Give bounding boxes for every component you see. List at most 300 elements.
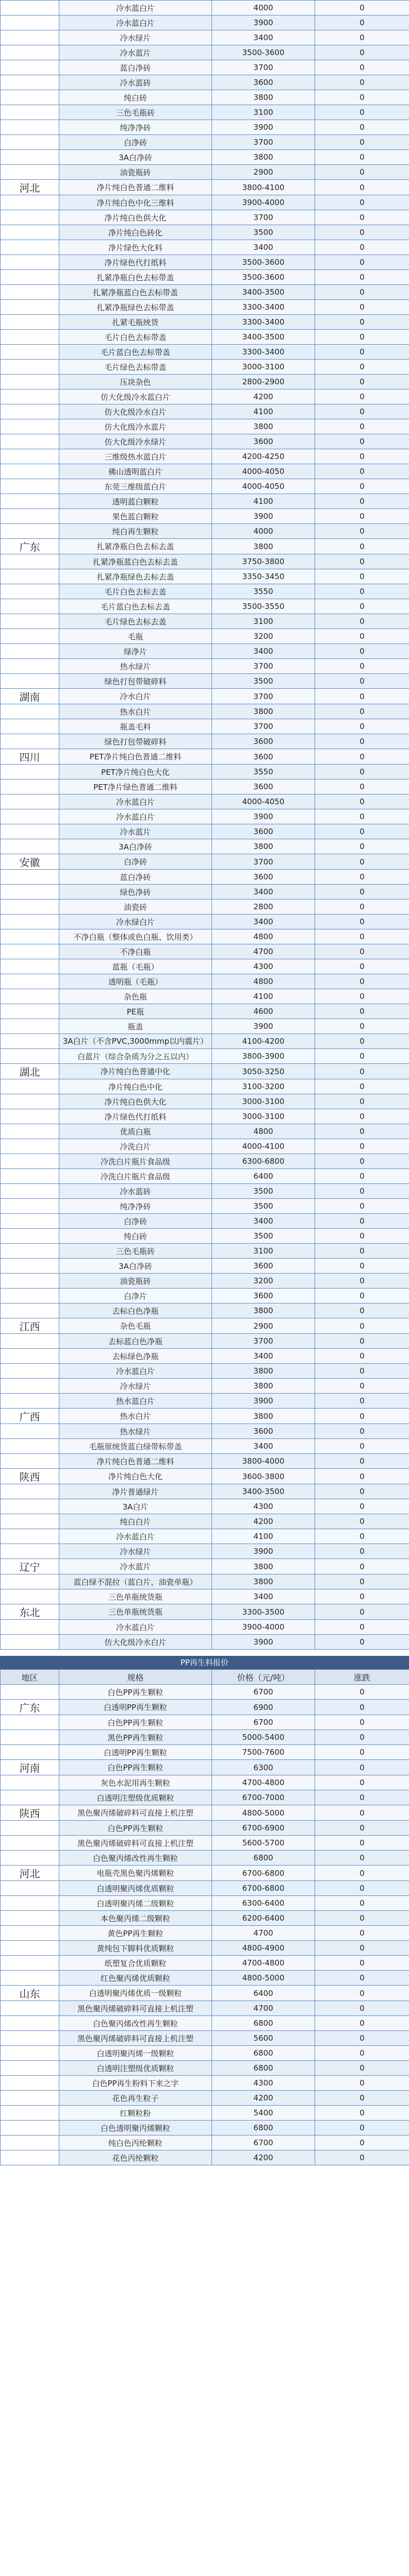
cell-spec: 白透明PP再生颗粒	[59, 1745, 212, 1760]
cell-price: 6700	[212, 2136, 315, 2150]
cell-change: 0	[315, 449, 409, 464]
cell-variety: 纯白白片	[59, 1514, 212, 1529]
cell-region: 安徽	[1, 854, 59, 870]
cell-change: 0	[315, 15, 409, 30]
table-row	[1, 524, 409, 539]
cell-variety: 净片纯白色中化	[59, 1079, 212, 1094]
table-row	[1, 120, 409, 135]
cell-region	[1, 2150, 59, 2165]
cell-change: 0	[315, 330, 409, 345]
table-row	[1, 659, 409, 674]
cell-price: 3600	[212, 1259, 315, 1274]
cell-region	[1, 1896, 59, 1911]
table-row	[1, 2091, 409, 2106]
table-row	[1, 599, 409, 614]
cell-price: 4800-4900	[212, 1941, 315, 1956]
cell-variety: 白净砖	[59, 135, 212, 150]
cell-variety: 绿色打包带破碎料	[59, 734, 212, 749]
cell-price: 3500-3600	[212, 270, 315, 285]
table-row	[1, 1559, 409, 1574]
cell-variety: 冷水蓝白片	[59, 794, 212, 809]
cell-variety: 净片纯白色普通二维料	[59, 1454, 212, 1469]
cell-region	[1, 105, 59, 120]
cell-spec: 白色PP再生颗粒	[59, 1760, 212, 1775]
table-row	[1, 1635, 409, 1650]
cell-change: 0	[315, 389, 409, 404]
table-row	[1, 2031, 409, 2046]
cell-variety: 冷水蓝白片	[59, 1620, 212, 1635]
cell-price: 3400	[212, 644, 315, 659]
table-row	[1, 644, 409, 659]
table-row	[1, 1620, 409, 1635]
cell-variety: 扎紧净瓶蓝白色去标带盖	[59, 285, 212, 300]
cell-price: 3800-3900	[212, 1049, 315, 1064]
cell-price: 3600	[212, 749, 315, 765]
cell-variety: 三色毛瓶砖	[59, 105, 212, 120]
cell-variety: 净片纯白色大化	[59, 1469, 212, 1484]
cell-region	[1, 75, 59, 90]
table-row	[1, 1409, 409, 1424]
cell-change: 0	[315, 210, 409, 225]
cell-region	[1, 45, 59, 60]
cell-variety: 冷水绿片	[59, 1379, 212, 1394]
cell-change: 0	[315, 704, 409, 719]
table-row	[1, 1139, 409, 1154]
cell-change: 0	[315, 509, 409, 524]
cell-change: 0	[315, 1685, 409, 1700]
cell-price: 3400	[212, 885, 315, 900]
cell-region	[1, 464, 59, 479]
cell-region	[1, 1941, 59, 1956]
table-row	[1, 375, 409, 389]
cell-price: 3800	[212, 1379, 315, 1394]
cell-price: 3500-3600	[212, 255, 315, 270]
table-row	[1, 360, 409, 375]
cell-change: 0	[315, 689, 409, 704]
table-row	[1, 1334, 409, 1349]
cell-variety: 冷洗白片瓶片食品级	[59, 1169, 212, 1184]
cell-change: 0	[315, 1303, 409, 1318]
cell-spec: 白透明注塑级优质颗粒	[59, 2061, 212, 2076]
cell-price: 6800	[212, 2046, 315, 2061]
cell-variety: 绿净片	[59, 644, 212, 659]
table-row	[1, 1394, 409, 1409]
cell-change: 0	[315, 255, 409, 270]
cell-change: 0	[315, 1589, 409, 1604]
cell-change: 0	[315, 1364, 409, 1379]
cell-variety: 冷水绿片	[59, 30, 212, 45]
table-row	[1, 1034, 409, 1049]
cell-region	[1, 839, 59, 854]
cell-region	[1, 989, 59, 1004]
cell-region	[1, 914, 59, 929]
cell-variety: 纯白砖	[59, 90, 212, 105]
table-row	[1, 494, 409, 509]
cell-price: 3500	[212, 1184, 315, 1199]
table-row	[1, 1469, 409, 1484]
cell-change: 0	[315, 2061, 409, 2076]
cell-region	[1, 240, 59, 255]
cell-change: 0	[315, 614, 409, 629]
cell-variety: 蓝白净砖	[59, 60, 212, 75]
table-row	[1, 629, 409, 644]
cell-change: 0	[315, 719, 409, 734]
table-row	[1, 765, 409, 779]
cell-change: 0	[315, 1424, 409, 1439]
cell-change: 0	[315, 2031, 409, 2046]
cell-price: 4700	[212, 1926, 315, 1941]
cell-price: 3900	[212, 15, 315, 30]
cell-change: 0	[315, 105, 409, 120]
cell-price: 6800	[212, 2121, 315, 2136]
cell-region	[1, 2061, 59, 2076]
cell-change: 0	[315, 2076, 409, 2091]
cell-variety: 三色毛瓶砖	[59, 1244, 212, 1259]
table-row	[1, 1124, 409, 1139]
cell-variety: 3A白净砖	[59, 1259, 212, 1274]
pp-section-title: PP再生料报价	[0, 1656, 409, 1669]
cell-change: 0	[315, 404, 409, 419]
cell-variety: PET净片纯白色普通二维料	[59, 749, 212, 765]
table-row	[1, 885, 409, 900]
cell-change: 0	[315, 1318, 409, 1334]
cell-price: 3600	[212, 1424, 315, 1439]
table-row	[1, 914, 409, 929]
cell-change: 0	[315, 1409, 409, 1424]
cell-change: 0	[315, 1604, 409, 1620]
cell-change: 0	[315, 1064, 409, 1079]
cell-change: 0	[315, 75, 409, 90]
table-row	[1, 1229, 409, 1244]
cell-region	[1, 270, 59, 285]
cell-region	[1, 389, 59, 404]
cell-change: 0	[315, 285, 409, 300]
cell-variety: 冷水蓝白片	[59, 1, 212, 15]
table-row	[1, 225, 409, 240]
cell-change: 0	[315, 1139, 409, 1154]
table-row	[1, 75, 409, 90]
cell-region: 江西	[1, 1318, 59, 1334]
cell-region	[1, 165, 59, 180]
cell-variety: 净片纯白色普通二维料	[59, 180, 212, 195]
cell-region: 广东	[1, 1700, 59, 1715]
cell-spec: 灰色水泥用再生颗粒	[59, 1775, 212, 1790]
cell-change: 0	[315, 45, 409, 60]
table-row	[1, 870, 409, 885]
cell-change: 0	[315, 1019, 409, 1034]
cell-region	[1, 824, 59, 839]
cell-change: 0	[315, 959, 409, 974]
table-row	[1, 1685, 409, 1700]
cell-change: 0	[315, 1971, 409, 1986]
cell-price: 4700	[212, 2001, 315, 2016]
cell-spec: 纸塑复合优质颗粒	[59, 1956, 212, 1971]
cell-spec: 白色PP再生粉料下来之字	[59, 2076, 212, 2091]
cell-variety: 仿大化级冷水白片	[59, 404, 212, 419]
cell-price: 3750-3800	[212, 554, 315, 569]
cell-variety: 仿大化级冷水绿片	[59, 434, 212, 449]
cell-change: 0	[315, 90, 409, 105]
cell-variety: 白蓝片（综合杂质为分之五以内）	[59, 1049, 212, 1064]
cell-variety: 净片纯白色供大化	[59, 210, 212, 225]
table-row	[1, 1775, 409, 1790]
cell-change: 0	[315, 1244, 409, 1259]
table-row	[1, 315, 409, 330]
table-row	[1, 554, 409, 569]
cell-change: 0	[315, 1790, 409, 1805]
cell-variety: 不净白瓶（整体或色白瓶、饮用类）	[59, 929, 212, 944]
cell-price: 3800	[212, 1409, 315, 1424]
cell-price: 3600	[212, 870, 315, 885]
table-row	[1, 2136, 409, 2150]
cell-variety: 冷水蓝白片	[59, 1364, 212, 1379]
cell-change: 0	[315, 1154, 409, 1169]
header-spec: 规格	[59, 1670, 212, 1685]
cell-region	[1, 1529, 59, 1544]
cell-price: 4800	[212, 974, 315, 989]
table-row	[1, 2016, 409, 2031]
cell-change: 0	[315, 599, 409, 614]
cell-price: 6700-6900	[212, 1821, 315, 1836]
cell-region	[1, 345, 59, 360]
cell-change: 0	[315, 1620, 409, 1635]
cell-spec: 黑色聚丙烯破碎料可直接上机注塑	[59, 1836, 212, 1851]
table-row	[1, 464, 409, 479]
cell-price: 3600	[212, 779, 315, 794]
cell-region	[1, 15, 59, 30]
cell-price: 4300	[212, 1499, 315, 1514]
cell-region: 广西	[1, 1409, 59, 1424]
cell-region	[1, 210, 59, 225]
cell-region	[1, 1956, 59, 1971]
cell-variety: 净片绿色代打纸料	[59, 255, 212, 270]
table-row	[1, 1004, 409, 1019]
cell-region	[1, 2091, 59, 2106]
cell-change: 0	[315, 2016, 409, 2031]
pp-table-body	[1, 1685, 409, 2165]
cell-price: 4100	[212, 1529, 315, 1544]
cell-price: 6800	[212, 2016, 315, 2031]
cell-region	[1, 2121, 59, 2136]
cell-price: 3300-3400	[212, 300, 315, 315]
table-row	[1, 1956, 409, 1971]
cell-region: 辽宁	[1, 1559, 59, 1574]
cell-price: 4000-4050	[212, 794, 315, 809]
cell-region	[1, 734, 59, 749]
cell-change: 0	[315, 494, 409, 509]
cell-spec: 黑色聚丙烯破碎料可直接上机注塑	[59, 2031, 212, 2046]
cell-region: 东北	[1, 1604, 59, 1620]
cell-price: 5400	[212, 2106, 315, 2121]
cell-variety: 透明蓝白颗粒	[59, 494, 212, 509]
cell-change: 0	[315, 554, 409, 569]
table-row	[1, 479, 409, 494]
cell-variety: 油瓷砖	[59, 900, 212, 914]
cell-variety: 纯白砖	[59, 1229, 212, 1244]
table-row	[1, 1169, 409, 1184]
cell-spec: 黄色PP再生颗粒	[59, 1926, 212, 1941]
table-row	[1, 974, 409, 989]
table-row	[1, 1318, 409, 1334]
cell-region	[1, 1034, 59, 1049]
pp-price-table	[0, 1669, 409, 2165]
cell-spec: 黑色聚丙烯破碎料可直接上机注塑	[59, 2001, 212, 2016]
cell-change: 0	[315, 539, 409, 554]
cell-region: 广东	[1, 539, 59, 554]
table-row	[1, 704, 409, 719]
cell-price: 3800	[212, 1364, 315, 1379]
table-row	[1, 45, 409, 60]
cell-region	[1, 584, 59, 599]
cell-price: 6300	[212, 1760, 315, 1775]
cell-price: 5600-5700	[212, 1836, 315, 1851]
cell-region	[1, 150, 59, 165]
cell-variety: 扎紧净瓶白色去标带盖	[59, 270, 212, 285]
cell-spec: 白透明注塑级优质颗粒	[59, 1790, 212, 1805]
cell-price: 3600	[212, 75, 315, 90]
cell-change: 0	[315, 1775, 409, 1790]
cell-change: 0	[315, 2106, 409, 2121]
cell-change: 0	[315, 1866, 409, 1881]
cell-price: 3300-3400	[212, 315, 315, 330]
cell-price: 3200	[212, 629, 315, 644]
cell-change: 0	[315, 1514, 409, 1529]
cell-change: 0	[315, 824, 409, 839]
cell-price: 3900	[212, 509, 315, 524]
cell-change: 0	[315, 270, 409, 285]
cell-variety: 3A白片（不含PVC,3000mmp以内震片）	[59, 1034, 212, 1049]
table-row	[1, 854, 409, 870]
cell-region	[1, 1454, 59, 1469]
table-row	[1, 300, 409, 315]
table-row	[1, 989, 409, 1004]
cell-change: 0	[315, 1229, 409, 1244]
table-row	[1, 779, 409, 794]
cell-variety: PE瓶	[59, 1004, 212, 1019]
cell-price: 3600-3800	[212, 1469, 315, 1484]
cell-variety: 蓝白绿不混拉（蓝白片，油瓷单瓶）	[59, 1574, 212, 1589]
cell-region	[1, 1544, 59, 1559]
cell-region: 河北	[1, 180, 59, 195]
cell-region	[1, 360, 59, 375]
table-row	[1, 1604, 409, 1620]
cell-region	[1, 765, 59, 779]
cell-region	[1, 1349, 59, 1364]
cell-region: 陕西	[1, 1469, 59, 1484]
cell-spec: 黑色聚丙烯破碎料可直接上机注塑	[59, 1805, 212, 1821]
cell-region	[1, 1926, 59, 1941]
cell-region	[1, 644, 59, 659]
cell-region	[1, 1589, 59, 1604]
cell-variety: 冷水蓝白片	[59, 1529, 212, 1544]
cell-variety: 三色单瓶统货瓶	[59, 1589, 212, 1604]
cell-region	[1, 375, 59, 389]
cell-change: 0	[315, 674, 409, 689]
table-row	[1, 1379, 409, 1394]
cell-change: 0	[315, 929, 409, 944]
table-row	[1, 195, 409, 210]
cell-price: 3100-3200	[212, 1079, 315, 1094]
table-row	[1, 270, 409, 285]
cell-region	[1, 1745, 59, 1760]
cell-spec: 电瓶壳黑色聚丙烯颗粒	[59, 1866, 212, 1881]
table-row	[1, 1109, 409, 1124]
cell-variety: 净片绿色代打纸料	[59, 1109, 212, 1124]
cell-spec: 花色再生粒子	[59, 2091, 212, 2106]
cell-region	[1, 60, 59, 75]
table-row	[1, 30, 409, 45]
cell-change: 0	[315, 2136, 409, 2150]
table-row	[1, 1484, 409, 1499]
cell-variety: 仿大化级冷水白片	[59, 1635, 212, 1650]
table-row	[1, 1454, 409, 1469]
cell-region	[1, 2136, 59, 2150]
cell-change: 0	[315, 479, 409, 494]
cell-price: 3400	[212, 1214, 315, 1229]
header-price: 价格（元/吨）	[212, 1670, 315, 1685]
table-row	[1, 839, 409, 854]
cell-variety: 冷水蓝砖	[59, 75, 212, 90]
cell-region	[1, 404, 59, 419]
cell-region	[1, 1154, 59, 1169]
cell-variety: 优质白瓶	[59, 1124, 212, 1139]
cell-price: 4200	[212, 389, 315, 404]
cell-variety: PET净片绿色普通二维料	[59, 779, 212, 794]
table-row	[1, 2106, 409, 2121]
cell-region	[1, 1514, 59, 1529]
table-row	[1, 2001, 409, 2016]
cell-change: 0	[315, 794, 409, 809]
cell-change: 0	[315, 1034, 409, 1049]
cell-price: 3800	[212, 90, 315, 105]
cell-change: 0	[315, 1214, 409, 1229]
table-row	[1, 330, 409, 345]
cell-change: 0	[315, 1986, 409, 2001]
cell-region	[1, 524, 59, 539]
table-row	[1, 539, 409, 554]
cell-region	[1, 1124, 59, 1139]
cell-spec: 白色PP再生颗粒	[59, 1715, 212, 1730]
cell-change: 0	[315, 1635, 409, 1650]
cell-price: 3800	[212, 419, 315, 434]
cell-region	[1, 614, 59, 629]
table-row	[1, 165, 409, 180]
cell-price: 4200-4250	[212, 449, 315, 464]
cell-region	[1, 1289, 59, 1303]
cell-region: 河南	[1, 1760, 59, 1775]
cell-variety: 冷水蓝砖	[59, 1184, 212, 1199]
cell-variety: 冷水蓝白片	[59, 15, 212, 30]
table-row	[1, 749, 409, 765]
cell-price: 3500-3550	[212, 599, 315, 614]
table-row	[1, 434, 409, 449]
cell-variety: 毛片白色去标去盖	[59, 584, 212, 599]
cell-region	[1, 195, 59, 210]
table-row	[1, 569, 409, 584]
cell-change: 0	[315, 1334, 409, 1349]
table-row	[1, 419, 409, 434]
table-row	[1, 2150, 409, 2165]
cell-price: 3600	[212, 434, 315, 449]
table-row	[1, 1730, 409, 1745]
cell-price: 3550	[212, 584, 315, 599]
table-row	[1, 105, 409, 120]
cell-variety: 毛片白色去标带盖	[59, 330, 212, 345]
table-row	[1, 90, 409, 105]
table-row	[1, 255, 409, 270]
cell-variety: 白净砖	[59, 854, 212, 870]
cell-price: 3500-3600	[212, 45, 315, 60]
